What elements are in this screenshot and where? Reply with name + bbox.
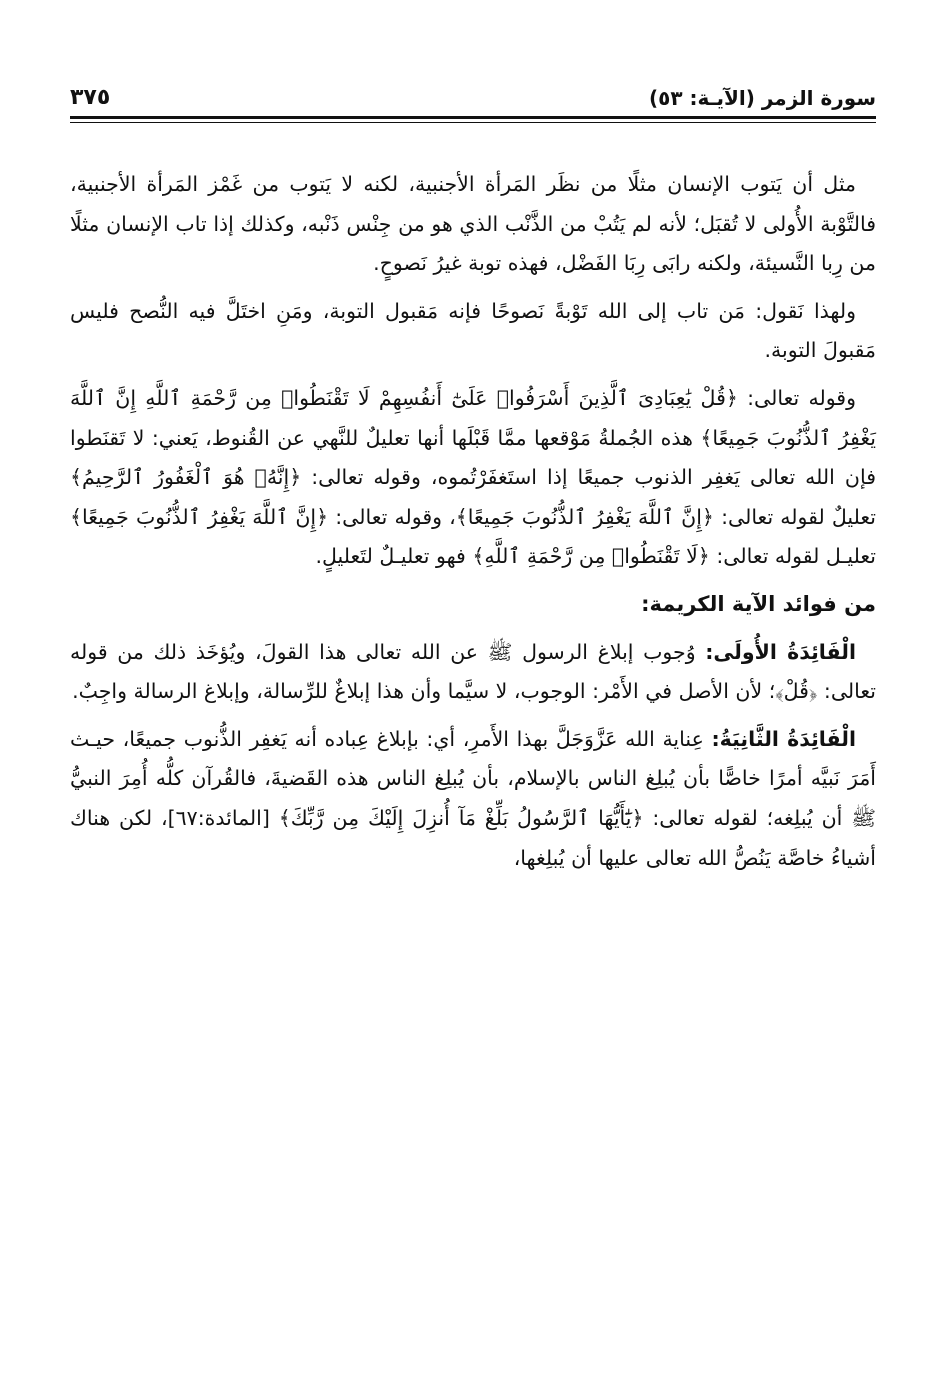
benefit-1-label: الْفَائِدَةُ الأُولَى: [705,639,856,664]
running-title: سورة الزمر (الآيـة: ٥٣) [649,86,876,110]
benefit-2-label: الْفَائِدَةُ الثَّانِيَةُ: [711,726,856,751]
benefit-2-text: عِناية الله عَزَّوَجَلَّ بهذا الأَمرِ، أي: بإبلاغ عِباده أنه يَغفِر الذُّنوب جميعًا، حيـث أَمَرَ نَبيَّه أمرًا خاصًّا بأن يُبلِغ الناس بالإسلام، بأن يُبلِغ الناس هذه القَضيةَ، فالقُرآن كلُّه أُمِرَ النبيُّ ﷺ أن يُبلِغه؛ لقوله تعالى: ﴿يَٰٓأَيُّهَا ٱلرَّسُولُ بَلِّغْ مَآ أُنزِلَ إِلَيْكَ مِن رَّبِّكَ﴾ [المائدة:٦٧]، لكن هناك أشياءُ خاصَّة يَنُصُّ الله تعالى عليها أن يُبلِغها، [70,726,876,870]
paragraph-benefit-2 [70,720,876,878]
page-header [70,70,876,114]
benefit-1-text: وُجوب إبلاغ الرسول ﷺ عن الله تعالى هذا القولَ، ويُؤخَذ ذلك من قوله تعالى: ﴿قُلْ﴾؛ لأن الأصل في الأَمْر: الوجوب، لا سيَّما وأن هذا إبلاغٌ للرِّسالة، وإبلاغ الرسالة واجِبٌ. [70,639,876,704]
header-rule-thick [70,116,876,119]
paragraph-2: ولهذا نَقول: مَن تاب إلى الله تَوْبةً نَصوحًا فإنه مَقبول التوبة، ومَنِ اختَلَّ فيه النُّصح فليس مَقبولَ التوبة. [70,298,876,363]
paragraph-benefit-1 [70,633,876,712]
document-page [70,70,876,1350]
paragraph-1: مثل أن يَتوب الإنسان مثلًا من نظَر المَرأة الأجنبية، لكنه لا يَتوب من غَمْز المَرأة الأجنبية، فالتَّوْبة الأُولى لا تُقبَل؛ لأنه لم يَتُبْ من الذَّنْب الذي هو من جِنْس ذَنْبه، وكذلك إذا تاب الإنسان مثلًا من رِبا النَّسيئة، ولكنه رابَى رِبَا الفَضْل، فهذه توبة غيرُ نَصوحٍ. [70,172,876,276]
page-number: ٣٧٥ [70,85,111,110]
paragraph-3: وقوله تعالى: ﴿قُلْ يَٰعِبَادِىَ ٱلَّذِينَ أَسْرَفُوا۟ عَلَىٰٓ أَنفُسِهِمْ لَا تَقْنَطُوا۟ مِن رَّحْمَةِ ٱللَّهِ إِنَّ ٱللَّهَ يَغْفِرُ ٱلذُّنُوبَ جَمِيعًا﴾ هذه الجُملةُ مَوْقعها ممَّا قَبْلَها أنها تعليلٌ للنَّهي عن القُنوط، يَعني: لا تَقنَطوا فإن الله تعالى يَغفِر الذنوب جميعًا إذا استَغفَرْتُموه، وقوله تعالى: ﴿إِنَّهُۥ هُوَ ٱلْغَفُورُ ٱلرَّحِيمُ﴾ تعليلٌ لقوله تعالى: ﴿إِنَّ ٱللَّهَ يَغْفِرُ ٱلذُّنُوبَ جَمِيعًا﴾، وقوله تعالى: ﴿إِنَّ ٱللَّهَ يَغْفِرُ ٱلذُّنُوبَ جَمِيعًا﴾ تعليـل لقوله تعالى: ﴿لَا تَقْنَطُوا۟ مِن رَّحْمَةِ ٱللَّهِ﴾ فهو تعليـلٌ لتَعليلٍ. [70,385,876,569]
body-text [70,165,876,878]
section-heading: من فوائد الآية الكريمة: [641,591,876,616]
header-rule-thin [70,122,876,123]
